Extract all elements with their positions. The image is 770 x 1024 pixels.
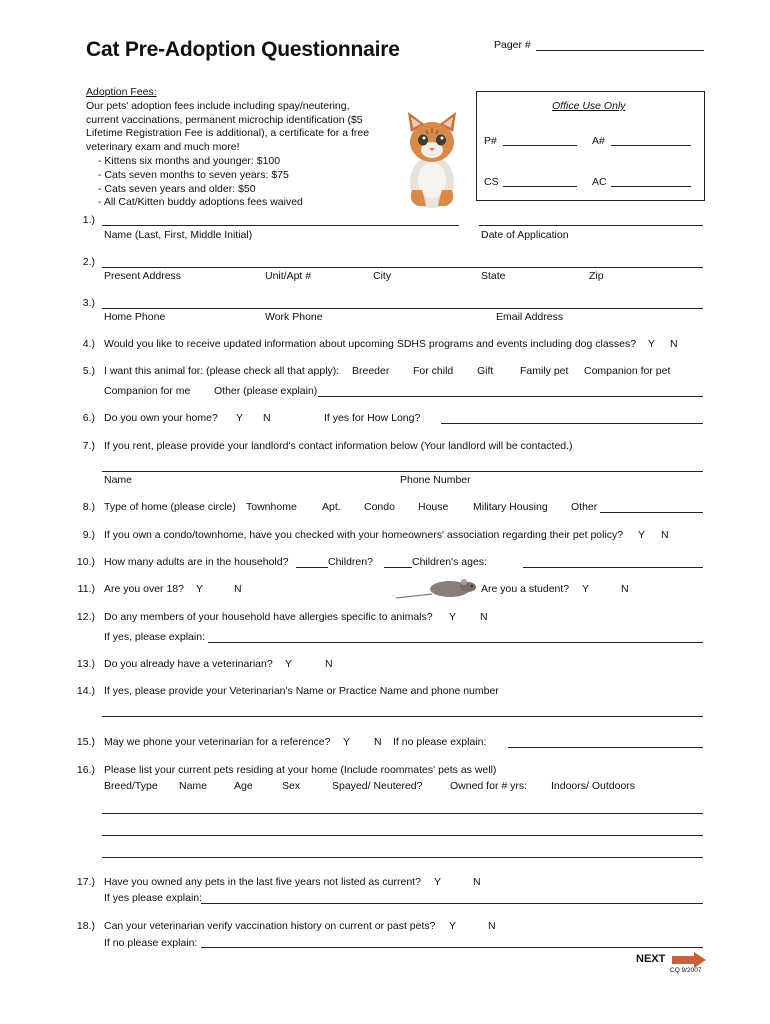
fees-line: veterinary exam and much more! <box>86 141 240 154</box>
fees-line: Lifetime Registration Fee is additional), a certificate for a free <box>86 127 370 140</box>
mouse-image <box>394 578 478 602</box>
q8-house[interactable]: House <box>418 501 449 513</box>
q4-no[interactable]: N <box>670 338 678 350</box>
q9-no[interactable]: N <box>661 529 669 541</box>
fees-line: - All Cat/Kitten buddy adoptions fees waived <box>98 196 303 209</box>
q16-breed-col: Breed/Type <box>104 780 158 792</box>
q10-text: How many adults are in the household? <box>104 556 289 568</box>
ages-field[interactable] <box>523 567 703 568</box>
q5-companion-pet[interactable]: Companion for pet <box>584 365 671 377</box>
q8-text: Type of home (please circle) <box>104 501 236 513</box>
q6-how-long: If yes for How Long? <box>324 412 421 424</box>
question-number: 12.) <box>76 611 95 623</box>
q18-explain-field[interactable] <box>201 947 703 948</box>
question-number: 3.) <box>82 297 95 309</box>
q17-yes[interactable]: Y <box>434 876 442 888</box>
q7-phone-label: Phone Number <box>400 474 471 486</box>
q8-other[interactable]: Other <box>571 501 598 513</box>
question-number: 2.) <box>82 256 95 268</box>
home-phone-label: Home Phone <box>104 311 166 323</box>
q13-text: Do you already have a veterinarian? <box>104 658 273 670</box>
q5-breeder[interactable]: Breeder <box>352 365 390 377</box>
question-number: 6.) <box>82 412 95 424</box>
q10-children: Children? <box>328 556 373 568</box>
q5-family-pet[interactable]: Family pet <box>520 365 569 377</box>
unit-label: Unit/Apt # <box>265 270 312 282</box>
city-label: City <box>373 270 392 282</box>
question-number: 17.) <box>76 876 95 888</box>
email-label: Email Address <box>496 311 564 323</box>
date-field[interactable] <box>479 225 703 226</box>
office-use-box <box>476 91 705 201</box>
q13-no[interactable]: N <box>325 658 333 670</box>
q12-explain: If yes, please explain: <box>104 631 205 643</box>
question-number: 1.) <box>82 214 95 226</box>
q6-yes[interactable]: Y <box>236 412 244 424</box>
q5-text: I want this animal for: (please check all that apply): <box>104 365 340 377</box>
q12-yes[interactable]: Y <box>449 611 457 623</box>
q11-student-no[interactable]: N <box>621 583 629 595</box>
q6-text: Do you own your home? <box>104 412 218 424</box>
kitten-image <box>396 110 464 210</box>
question-number: 18.) <box>76 920 95 932</box>
q16-text: Please list your current pets residing at your home (Include roommates' pets as well) <box>104 764 497 776</box>
vet-field[interactable] <box>102 716 703 717</box>
name-label: Name (Last, First, Middle Initial) <box>104 229 253 241</box>
q18-text: Can your veterinarian verify vaccination history on current or past pets? <box>104 920 436 932</box>
q4-yes[interactable]: Y <box>648 338 656 350</box>
office-cs-field[interactable] <box>503 186 577 187</box>
q15-no[interactable]: N <box>374 736 382 748</box>
q17-explain: If yes please explain: <box>104 892 203 904</box>
q12-explain-field[interactable] <box>208 642 703 643</box>
q8-other-field[interactable] <box>600 512 703 513</box>
q11-student-yes[interactable]: Y <box>582 583 590 595</box>
q11-no[interactable]: N <box>234 583 242 595</box>
office-cs-label: CS <box>484 176 499 188</box>
q15-explain: If no please explain: <box>393 736 487 748</box>
question-number: 16.) <box>76 764 95 776</box>
question-number: 9.) <box>82 529 95 541</box>
office-p-field[interactable] <box>503 145 577 146</box>
q4-text: Would you like to receive updated information about upcoming SDHS programs and events including dog classes? <box>104 338 637 350</box>
q15-text: May we phone your veterinarian for a reference? <box>104 736 331 748</box>
q5-child[interactable]: For child <box>413 365 454 377</box>
question-number: 5.) <box>82 365 95 377</box>
q6-how-long-field[interactable] <box>441 423 703 424</box>
office-a-field[interactable] <box>611 145 691 146</box>
q12-no[interactable]: N <box>480 611 488 623</box>
address-field[interactable] <box>102 267 703 268</box>
q11-yes[interactable]: Y <box>196 583 204 595</box>
page-title: Cat Pre-Adoption Questionnaire <box>86 38 400 61</box>
question-number: 7.) <box>82 440 95 452</box>
q5-gift[interactable]: Gift <box>477 365 494 377</box>
phone-field[interactable] <box>102 308 703 309</box>
q8-townhome[interactable]: Townhome <box>246 501 297 513</box>
q5-companion-me[interactable]: Companion for me <box>104 385 191 397</box>
question-number: 8.) <box>82 501 95 513</box>
q16-sex-col: Sex <box>282 780 301 792</box>
zip-label: Zip <box>589 270 604 282</box>
question-number: 13.) <box>76 658 95 670</box>
pager-label: Pager # <box>494 39 531 51</box>
next-label[interactable]: NEXT <box>636 953 666 965</box>
form-code: CQ 9/2007 <box>670 967 702 974</box>
next-arrow-icon[interactable] <box>672 952 708 968</box>
fees-line: - Kittens six months and younger: $100 <box>98 154 281 167</box>
q7-name-label: Name <box>104 474 133 486</box>
q7-text: If you rent, please provide your landlord's contact information below (Your landlord will be contacted.) <box>104 440 573 452</box>
q16-owned-col: Owned for # yrs: <box>450 780 528 792</box>
date-label: Date of Application <box>481 229 569 241</box>
office-ac-label: AC <box>592 176 607 188</box>
q17-text: Have you owned any pets in the last five years not listed as current? <box>104 876 421 888</box>
q12-text: Do any members of your household have allergies specific to animals? <box>104 611 433 623</box>
fees-line: - Cats seven months to seven years: $75 <box>98 168 289 181</box>
address-label: Present Address <box>104 270 182 282</box>
fees-line: current vaccinations, permanent microchip identification ($5 <box>86 113 363 126</box>
question-number: 4.) <box>82 338 95 350</box>
q11-text: Are you over 18? <box>104 583 184 595</box>
question-number: 15.) <box>76 736 95 748</box>
fees-heading: Adoption Fees: <box>86 86 157 98</box>
office-title: Office Use Only <box>552 100 626 112</box>
q11-student: Are you a student? <box>481 583 570 595</box>
q8-apt[interactable]: Apt. <box>322 501 341 513</box>
adults-field[interactable] <box>296 567 328 568</box>
q14-text: If yes, please provide your Veterinarian's Name or Practice Name and phone number <box>104 685 499 697</box>
fees-line: Our pets' adoption fees include including spay/neutering, <box>86 99 350 112</box>
q5-other-field[interactable] <box>318 396 703 397</box>
state-label: State <box>481 270 506 282</box>
pets-row-field[interactable] <box>102 857 703 858</box>
q18-explain: If no please explain: <box>104 937 198 949</box>
q17-no[interactable]: N <box>473 876 481 888</box>
q9-yes[interactable]: Y <box>638 529 646 541</box>
q13-yes[interactable]: Y <box>285 658 293 670</box>
q8-condo[interactable]: Condo <box>364 501 395 513</box>
pets-row-field[interactable] <box>102 835 703 836</box>
q5-other[interactable]: Other (please explain) <box>214 385 318 397</box>
office-p-label: P# <box>484 135 497 147</box>
pager-field[interactable] <box>536 50 704 51</box>
office-a-label: A# <box>592 135 605 147</box>
q10-ages: Children's ages: <box>412 556 487 568</box>
question-number: 11.) <box>77 583 95 595</box>
q17-explain-field[interactable] <box>201 903 703 904</box>
adoption-fees <box>86 86 386 210</box>
q16-spayed-col: Spayed/ Neutered? <box>332 780 423 792</box>
children-field[interactable] <box>384 567 412 568</box>
landlord-field[interactable] <box>102 471 703 472</box>
question-number: 14.) <box>76 685 95 697</box>
office-ac-field[interactable] <box>611 186 691 187</box>
q16-age-col: Age <box>234 780 253 792</box>
q16-name-col: Name <box>179 780 208 792</box>
q18-yes[interactable]: Y <box>449 920 457 932</box>
pets-row-field[interactable] <box>102 813 703 814</box>
question-number: 10.) <box>76 556 95 568</box>
q15-yes[interactable]: Y <box>343 736 351 748</box>
q8-military[interactable]: Military Housing <box>473 501 548 513</box>
q15-explain-field[interactable] <box>508 747 703 748</box>
q6-no[interactable]: N <box>263 412 271 424</box>
q18-no[interactable]: N <box>488 920 496 932</box>
q9-text: If you own a condo/townhome, have you checked with your homeowners' association regarding their pet policy? <box>104 529 624 541</box>
q16-indoor-col: Indoors/ Outdoors <box>551 780 636 792</box>
fees-line: - Cats seven years and older: $50 <box>98 182 256 195</box>
name-field[interactable] <box>102 225 459 226</box>
work-phone-label: Work Phone <box>265 311 323 323</box>
